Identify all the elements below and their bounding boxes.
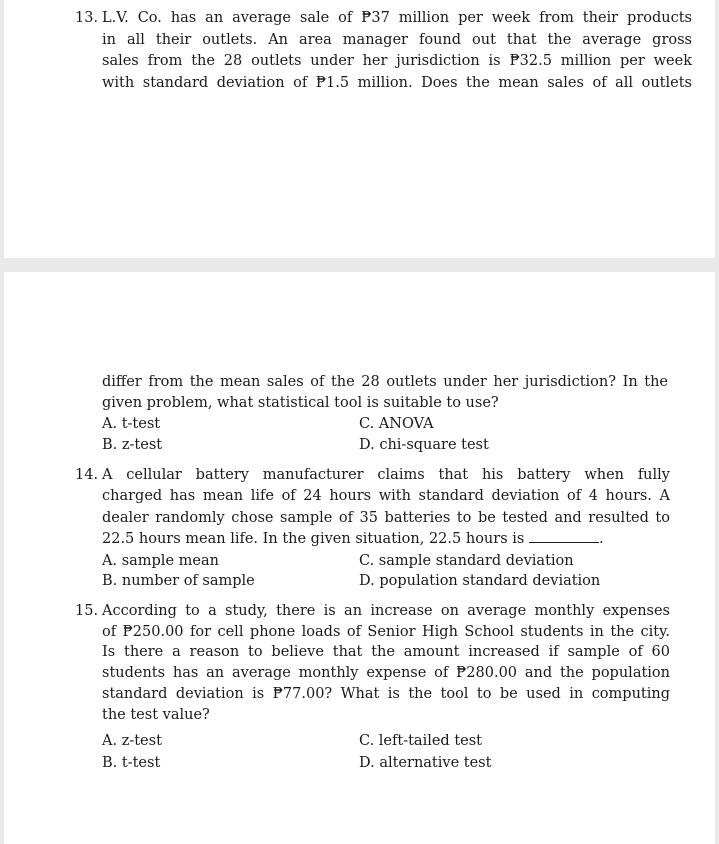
q14-option-a: A. sample mean	[102, 553, 219, 569]
q15-line-5: standard deviation is ₱77.00? What is the tool to be used in computing	[102, 685, 670, 702]
q15-option-a: A. z-test	[102, 733, 162, 749]
q13-line-1: L.V. Co. has an average sale of ₱37 million per week from their products	[102, 10, 692, 26]
q14-line-4	[102, 529, 670, 550]
q13-option-c: C. ANOVA	[359, 416, 434, 432]
q15-line-2: of ₱250.00 for cell phone loads of Senior High School students in the city.	[102, 623, 670, 640]
q14-line-4-text: 22.5 hours mean life. In the given situation, 22.5 hours is	[102, 531, 525, 548]
q13-line-2: in all their outlets. An area manager found out that the average gross	[102, 31, 692, 48]
q15-option-d: D. alternative test	[359, 755, 492, 771]
q15-option-b: B. t-test	[102, 755, 161, 771]
q13-line-5: differ from the mean sales of the 28 outlets under her jurisdiction? In the	[102, 374, 668, 390]
question-14-text	[102, 465, 670, 551]
q15-option-c: C. left-tailed test	[359, 733, 483, 749]
q13-option-d: D. chi-square test	[359, 437, 489, 453]
q15-line-1: According to a study, there is an increase on average monthly expenses	[102, 603, 670, 619]
question-15-number: 15.	[75, 603, 99, 619]
q13-line-6: given problem, what statistical tool is suitable to use?	[102, 394, 499, 411]
document-page-1	[4, 0, 715, 258]
q14-line-1: A cellular battery manufacturer claims that his battery when fully	[102, 467, 670, 483]
q14-option-c: C. sample standard deviation	[359, 553, 574, 569]
q14-line-2: charged has mean life of 24 hours with standard deviation of 4 hours. A	[102, 488, 670, 505]
question-13-text-top	[102, 8, 692, 94]
question-13-number: 13.	[75, 10, 99, 26]
q15-line-4: students has an average monthly expense of ₱280.00 and the population	[102, 665, 670, 682]
q15-line-3: Is there a reason to believe that the amount increased if sample of 60	[102, 644, 670, 661]
q14-option-d: D. population standard deviation	[359, 573, 601, 589]
q15-line-6: the test value?	[102, 706, 210, 723]
question-14-number: 14.	[75, 467, 99, 483]
q14-option-b: B. number of sample	[102, 573, 255, 589]
q13-option-b: B. z-test	[102, 437, 163, 453]
q14-answer-blank	[529, 530, 599, 543]
question-15-text	[102, 601, 670, 725]
q14-line-3: dealer randomly chose sample of 35 batteries to be tested and resulted to	[102, 509, 670, 526]
question-13-text-bottom	[102, 372, 668, 413]
q14-blank-end: .	[598, 531, 604, 548]
q13-option-a: A. t-test	[102, 416, 161, 432]
q13-line-3: sales from the 28 outlets under her jurisdiction is ₱32.5 million per week	[102, 53, 692, 70]
q13-line-4: with standard deviation of ₱1.5 million. Does the mean sales of all outlets	[102, 74, 692, 91]
document-page-2	[4, 272, 715, 844]
